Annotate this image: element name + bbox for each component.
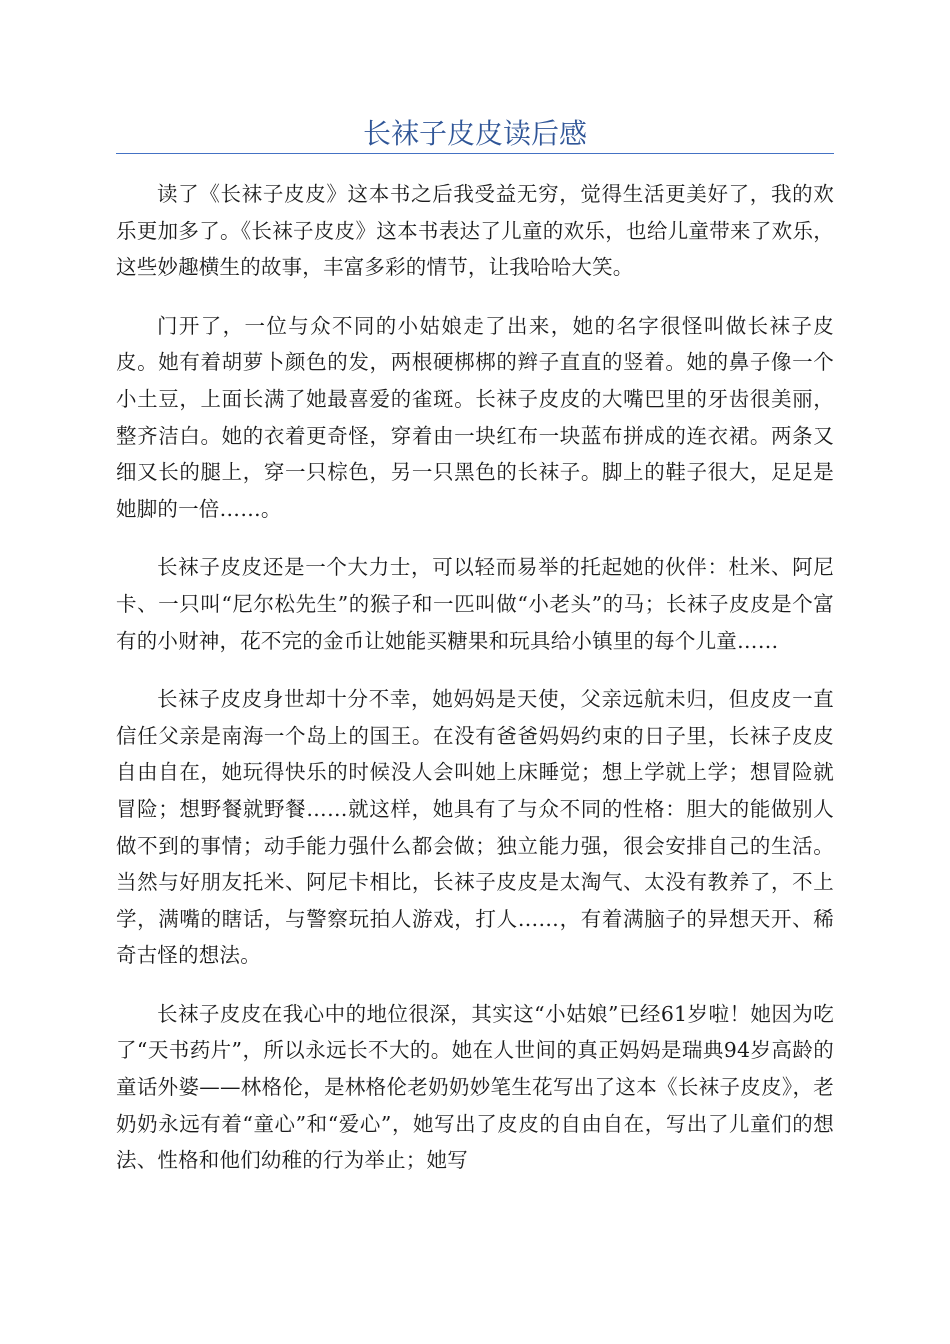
paragraph-2: 门开了，一位与众不同的小姑娘走了出来，她的名字很怪叫做长袜子皮皮。她有着胡萝卜颜色的发，两根硬梆梆的辫子直直的竖着。她的鼻子像一个小土豆，上面长满了她最喜爱的雀斑。长袜子皮皮的大嘴巴里的牙齿很美丽，整齐洁白。她的衣着更奇怪，穿着由一块红布一块蓝布拼成的连衣裙。两条又细又长的腿上，穿一只棕色，另一只黑色的长袜子。脚上的鞋子很大，足足是她脚的一倍……。 [116, 313, 834, 521]
document-body [116, 176, 834, 1201]
paragraph-5: 长袜子皮皮在我心中的地位很深，其实这“小姑娘”已经61岁啦！她因为吃了“天书药片”，所以永远长不大的。她在人世间的真正妈妈是瑞典94岁高龄的童话外婆——林格伦，是林格伦老奶奶妙笔生花写出了这本《长袜子皮皮》，老奶奶永远有着“童心”和“爱心”，她写出了皮皮的自由自在，写出了儿童们的想法、性格和他们幼稚的行为举止；她写 [116, 1001, 834, 1173]
title-underline [116, 153, 834, 154]
paragraph-4: 长袜子皮皮身世却十分不幸，她妈妈是天使，父亲远航未归，但皮皮一直信任父亲是南海一个岛上的国王。在没有爸爸妈妈约束的日子里，长袜子皮皮自由自在，她玩得快乐的时候没人会叫她上床睡觉；想上学就上学；想冒险就冒险；想野餐就野餐……就这样，她具有了与众不同的性格：胆大的能做别人做不到的事情；动手能力强什么都会做；独立能力强，很会安排自己的生活。当然与好朋友托米、阿尼卡相比，长袜子皮皮是太淘气、太没有教养了，不上学，满嘴的瞎话，与警察玩拍人游戏，打人……，有着满脑子的异想天开、稀奇古怪的想法。 [116, 687, 834, 968]
paragraph-3: 长袜子皮皮还是一个大力士，可以轻而易举的托起她的伙伴：杜米、阿尼卡、一只叫“尼尔松先生”的猴子和一匹叫做“小老头”的马；长袜子皮皮是个富有的小财神，花不完的金币让她能买糖果和玩具给小镇里的每个儿童…… [116, 555, 834, 653]
paragraph-1: 读了《长袜子皮皮》这本书之后我受益无穷，觉得生活更美好了，我的欢乐更加多了。《长袜子皮皮》这本书表达了儿童的欢乐，也给儿童带来了欢乐，这些妙趣横生的故事，丰富多彩的情节，让我哈哈大笑。 [116, 182, 834, 280]
document-title: 长袜子皮皮读后感 [362, 117, 587, 150]
